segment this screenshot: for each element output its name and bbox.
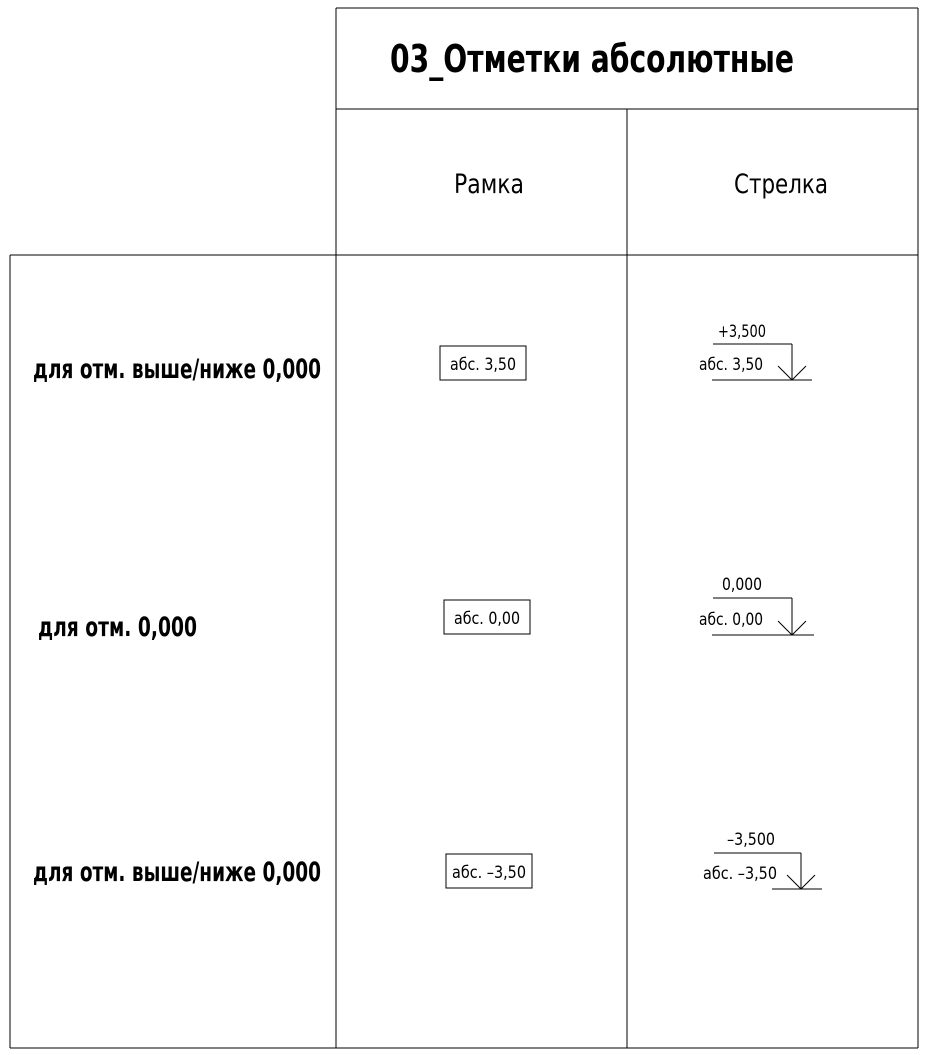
table-grid (10, 8, 918, 1048)
table-row (38, 575, 814, 643)
row-label: для отм. 0,000 (38, 612, 197, 643)
arrow-mark-bottom-text: абс. –3,50 (703, 864, 777, 884)
frame-mark-text: абс. –3,50 (452, 863, 526, 883)
row-label: для отм. выше/ниже 0,000 (33, 857, 321, 888)
frame-mark-text: абс. 0,00 (454, 609, 520, 629)
arrow-mark-top-text: –3,500 (727, 830, 775, 850)
arrow-mark-top-text: 0,000 (722, 575, 762, 595)
arrow-mark-top-text: +3,500 (718, 322, 766, 342)
column-header-frame: Рамка (454, 169, 524, 200)
table-title: 03_Отметки абсолютные (390, 37, 794, 81)
table-row (33, 830, 822, 889)
table-row (33, 322, 812, 385)
arrow-mark-bottom-text: абс. 0,00 (699, 610, 763, 630)
column-header-arrow: Стрелка (734, 169, 828, 200)
row-label: для отм. выше/ниже 0,000 (33, 354, 321, 385)
elevation-arrow-mark (699, 322, 812, 380)
elevation-arrow-mark (703, 830, 822, 889)
elevation-arrow-mark (699, 575, 814, 635)
frame-mark-text: абс. 3,50 (450, 355, 516, 375)
arrow-mark-bottom-text: абс. 3,50 (699, 355, 763, 375)
